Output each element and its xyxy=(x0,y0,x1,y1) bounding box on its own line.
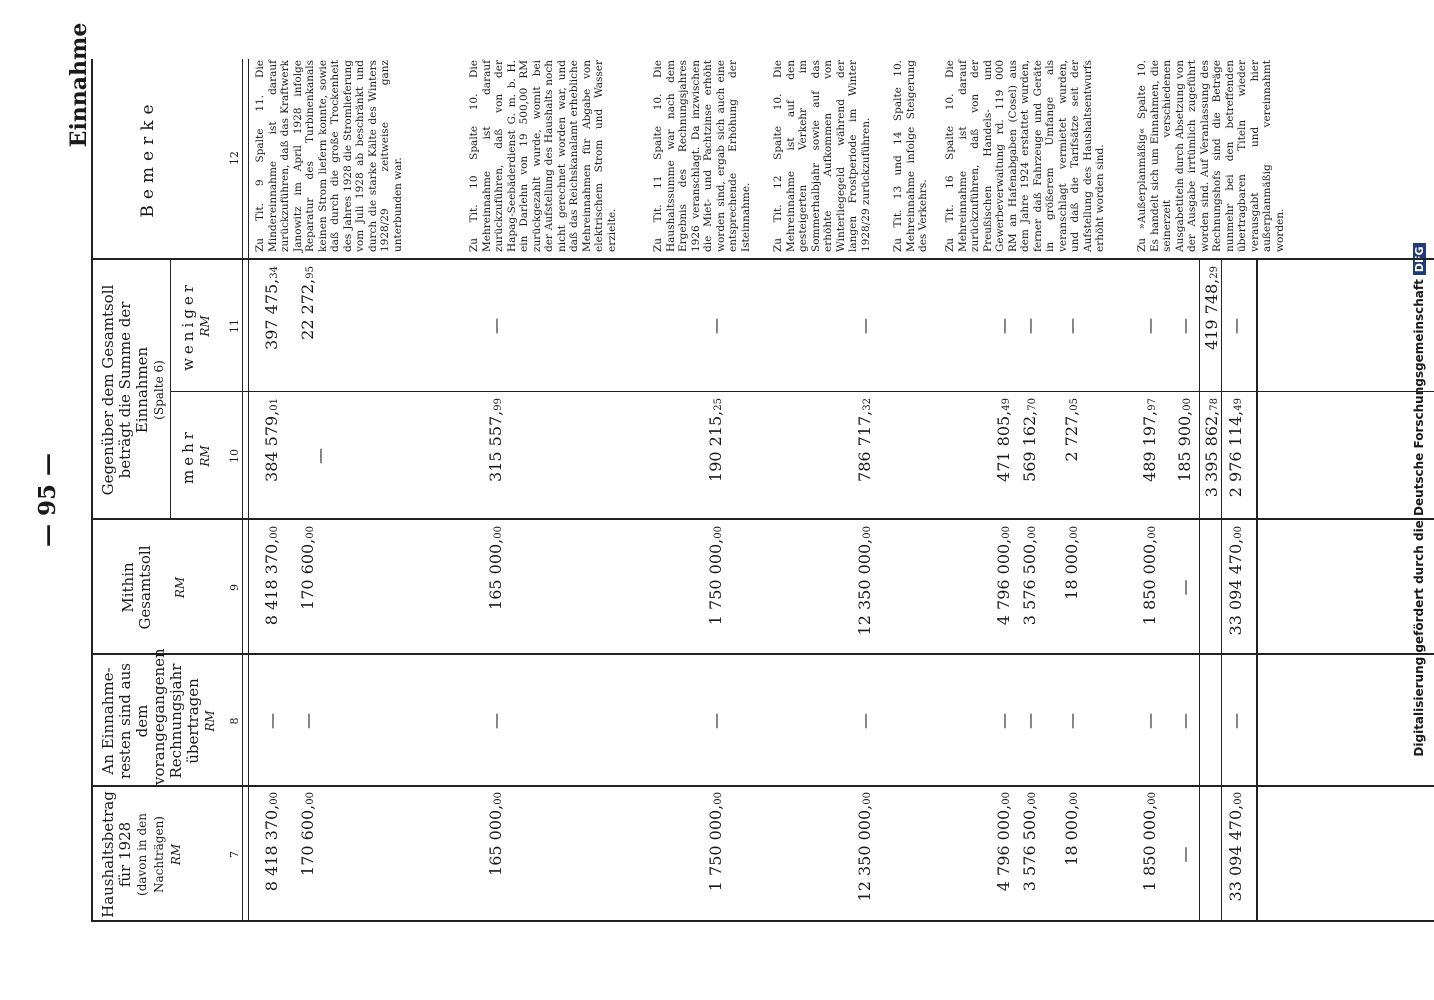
remark-tit13-14: Zu Tit. 13 und 14 Spalte 10. Mehreinnahme infolge Steigerung des Verkehrs. xyxy=(892,60,929,252)
row9-c9: — xyxy=(1175,579,1194,596)
col12-header: Bemerke xyxy=(138,98,158,218)
col11-title: weniger xyxy=(179,281,197,371)
row1-c10: — xyxy=(310,448,329,464)
row7-c8: — xyxy=(1062,713,1081,729)
row9-c10: 185 900,00 xyxy=(1175,398,1194,482)
row1-c9: 170 600,00 xyxy=(298,526,317,610)
header-bottom-rule-double xyxy=(248,59,249,922)
remark-tit10: Zu Tit. 10 Spalte 10. Die Mehreinnahme ist darauf zurückzuführen, daß von der Hapag-Seebäderdienst G. m. b. H. ein Darlehn von 19 500,00 RM zurückgezahlt wurde, womit bei der Aufstellung des Haushalts noch nicht gerechnet worden war, und daß das Reichskanalamt erhebliche Mehreinnahmen für Abgabe von elektrischem Strom und Wasser erzielte. xyxy=(468,60,618,252)
row0-c8: — xyxy=(262,713,281,729)
total-c8: — xyxy=(1226,713,1245,729)
row7-c11: — xyxy=(1062,318,1081,334)
total-c7: 33 094 470,00 xyxy=(1226,792,1245,902)
section-title: Einnahme xyxy=(66,22,92,148)
col10-rule xyxy=(170,391,1434,392)
row5-c7: 4 796 000,00 xyxy=(994,792,1013,892)
col10-number: 10 xyxy=(228,449,241,463)
row7-c7: 18 000,00 xyxy=(1062,792,1081,866)
row4-c8: — xyxy=(855,713,874,729)
remark-tit16: Zu Tit. 16 Spalte 10. Die Mehreinnahme ist darauf zurückzuführen, daß von der Preußischen Handels- und Gewerbeverwaltung rd. 119 000 RM an Hafenabgaben (Cosel) aus dem Jahre 1924 erstattet wurden, ferner daß Fahrzeuge und Geräte in größerem Umfange als veranschlagt vermietet wurden, und daß die Tarifsätze seit der Aufstellung des Haushaltsentwurfs erhöht worden sind. xyxy=(944,60,1106,252)
page-number: — 95 — xyxy=(34,452,61,548)
row1-c11: 22 272,95 xyxy=(298,266,317,340)
row8-c8: — xyxy=(1140,713,1159,729)
subtotal-rule xyxy=(1199,260,1200,922)
row4-c10: 786 717,32 xyxy=(855,398,874,482)
row3-c8: — xyxy=(706,713,725,729)
digitization-note xyxy=(1412,0,1426,1000)
group-title: Gegenüber dem Gesamtsoll beträgt die Summe der Einnahmen xyxy=(99,284,151,496)
row9-c7: — xyxy=(1175,846,1194,863)
col7-header xyxy=(100,789,185,920)
col9-title: Mithin Gesamtsoll xyxy=(119,545,154,630)
table-left-rule xyxy=(91,920,1434,922)
row3-c9: 1 750 000,00 xyxy=(706,526,725,626)
header-bottom-rule xyxy=(242,59,243,922)
remark-tit12: Zu Tit. 12 Spalte 10. Die Mehreinnahme ist auf den gesteigerten Verkehr im Sommerhalbjahr sowie auf das erhöhte Aufkommen von Winterliegegeld während der langen Frostperiode im Winter 1928/29 zurückzuführen. xyxy=(772,60,872,252)
col8-unit: RM xyxy=(203,710,217,732)
col7-number: 7 xyxy=(228,851,241,858)
col7-unit: RM xyxy=(169,843,183,866)
col10-title: mehr xyxy=(179,428,197,484)
subtotal-c10: 3 395 862,78 xyxy=(1202,398,1221,498)
col8-rule xyxy=(91,653,1434,655)
col11-header xyxy=(180,262,214,390)
row5-c8: — xyxy=(994,713,1013,729)
group-header-rule xyxy=(170,260,171,520)
row9-c8: — xyxy=(1175,713,1194,729)
col11-unit: RM xyxy=(198,315,212,337)
row4-c7: 12 350 000,00 xyxy=(855,792,874,902)
row8-c11: — xyxy=(1140,318,1159,334)
col9-rule xyxy=(91,518,1434,520)
row0-c10: 384 579,01 xyxy=(262,398,281,482)
col7-subtitle: (davon in den Nachträgen) xyxy=(135,813,166,896)
total-c9: 33 094 470,00 xyxy=(1226,526,1245,636)
row7-c9: 18 000,00 xyxy=(1062,526,1081,600)
row8-c10: 489 197,97 xyxy=(1140,398,1159,482)
col8-title: An Einnahme-resten sind aus dem vorangegangenen Rechnungsjahr übertragen xyxy=(99,648,202,785)
row3-c11: — xyxy=(706,318,725,334)
row6-c10: 569 162,70 xyxy=(1020,398,1039,482)
row2-c11: — xyxy=(486,318,505,334)
row3-c7: 1 750 000,00 xyxy=(706,792,725,892)
row6-c8: — xyxy=(1020,713,1039,729)
row6-c11: — xyxy=(1020,318,1039,334)
col8-number: 8 xyxy=(228,717,241,725)
row1-c8: — xyxy=(298,713,317,729)
col10-header xyxy=(180,394,214,518)
row0-c9: 8 418 370,00 xyxy=(262,526,281,626)
col7-rule xyxy=(91,785,1434,787)
total-rule xyxy=(1221,260,1222,922)
col11-rule xyxy=(91,258,1434,260)
subtotal-c11: 419 748,29 xyxy=(1202,266,1221,350)
row7-c10: 2 727,05 xyxy=(1062,398,1081,462)
row8-c7: 1 850 000,00 xyxy=(1140,792,1159,892)
total-c10: 2 976 114,49 xyxy=(1226,398,1245,498)
row4-c11: — xyxy=(855,318,874,334)
row4-c9: 12 350 000,00 xyxy=(855,526,874,636)
dfg-logo: DFG xyxy=(1413,243,1426,275)
row0-c7: 8 418 370,00 xyxy=(262,792,281,892)
row6-c9: 3 576 500,00 xyxy=(1020,526,1039,626)
col9-number: 9 xyxy=(228,584,241,591)
row2-c7: 165 000,00 xyxy=(486,792,505,876)
col7-title: Haushaltsbetrag für 1928 xyxy=(99,791,134,918)
row0-c11: 397 475,34 xyxy=(262,266,281,350)
row9-c11: — xyxy=(1175,318,1194,334)
remark-tit11: Zu Tit. 11 Spalte 10. Die Haushaltssumme war nach dem Ergebnis des Rechnungsjahres 1926 veranschlagt. Da inzwischen die Miet- und Pachtzinse erhöht worden sind, ergab sich auch eine entsprechende Erhöhung der Isteinnahme. xyxy=(652,60,752,252)
group-subtitle: (Spalte 6) xyxy=(152,360,166,420)
total-rule-bold xyxy=(1256,260,1258,922)
group-header xyxy=(100,262,168,518)
row3-c10: 190 215,25 xyxy=(706,398,725,482)
remark-tit9: Zu Tit. 9 Spalte 11. Die Mindereinnahme ist darauf zurückzuführen, daß das Kraftwerk Janowitz im April 1928 infolge Reparatur des Turbinenkanals keinen Strom liefern konnte, sowie daß durch die große Trockenheit des Jahres 1928 die Stromlieferung vom Juli 1928 ab beschränkt und durch die starke Kälte des Winters 1928/29 zeitweise ganz unterbunden war. xyxy=(254,60,404,252)
col9-header xyxy=(120,522,189,653)
total-c11: — xyxy=(1226,318,1245,334)
col9-unit: RM xyxy=(173,576,187,599)
col10-unit: RM xyxy=(198,445,212,467)
row2-c10: 315 557,99 xyxy=(486,398,505,482)
row8-c9: 1 850 000,00 xyxy=(1140,526,1159,626)
row5-c9: 4 796 000,00 xyxy=(994,526,1013,626)
digitization-text: Digitalisierung gefördert durch die Deutsche Forschungsgemeinschaft xyxy=(1412,279,1426,757)
row2-c9: 165 000,00 xyxy=(486,526,505,610)
row1-c7: 170 600,00 xyxy=(298,792,317,876)
remark-ausserplanmaessig: Zu »Außerplanmäßig« Spalte 10. Es handelt sich um Einnahmen, die seinerzeit verschiedenen Ausgabetiteln durch Absetzung von der Ausgabe irrtümlich zugeführt worden sind. Auf Veranlassung des Rechnungshofs sind die Beträge nunmehr bei den betreffenden übertragbaren Titeln wieder verausgabt und hier außerplanmäßig vereinnahmt worden. xyxy=(1136,60,1286,252)
table-top-rule xyxy=(91,59,93,922)
row6-c7: 3 576 500,00 xyxy=(1020,792,1039,892)
col12-number: 12 xyxy=(228,151,241,165)
col8-header xyxy=(99,648,219,785)
col11-number: 11 xyxy=(228,319,241,333)
row5-c11: — xyxy=(994,318,1013,334)
row5-c10: 471 805,49 xyxy=(994,398,1013,482)
row2-c8: — xyxy=(486,713,505,729)
